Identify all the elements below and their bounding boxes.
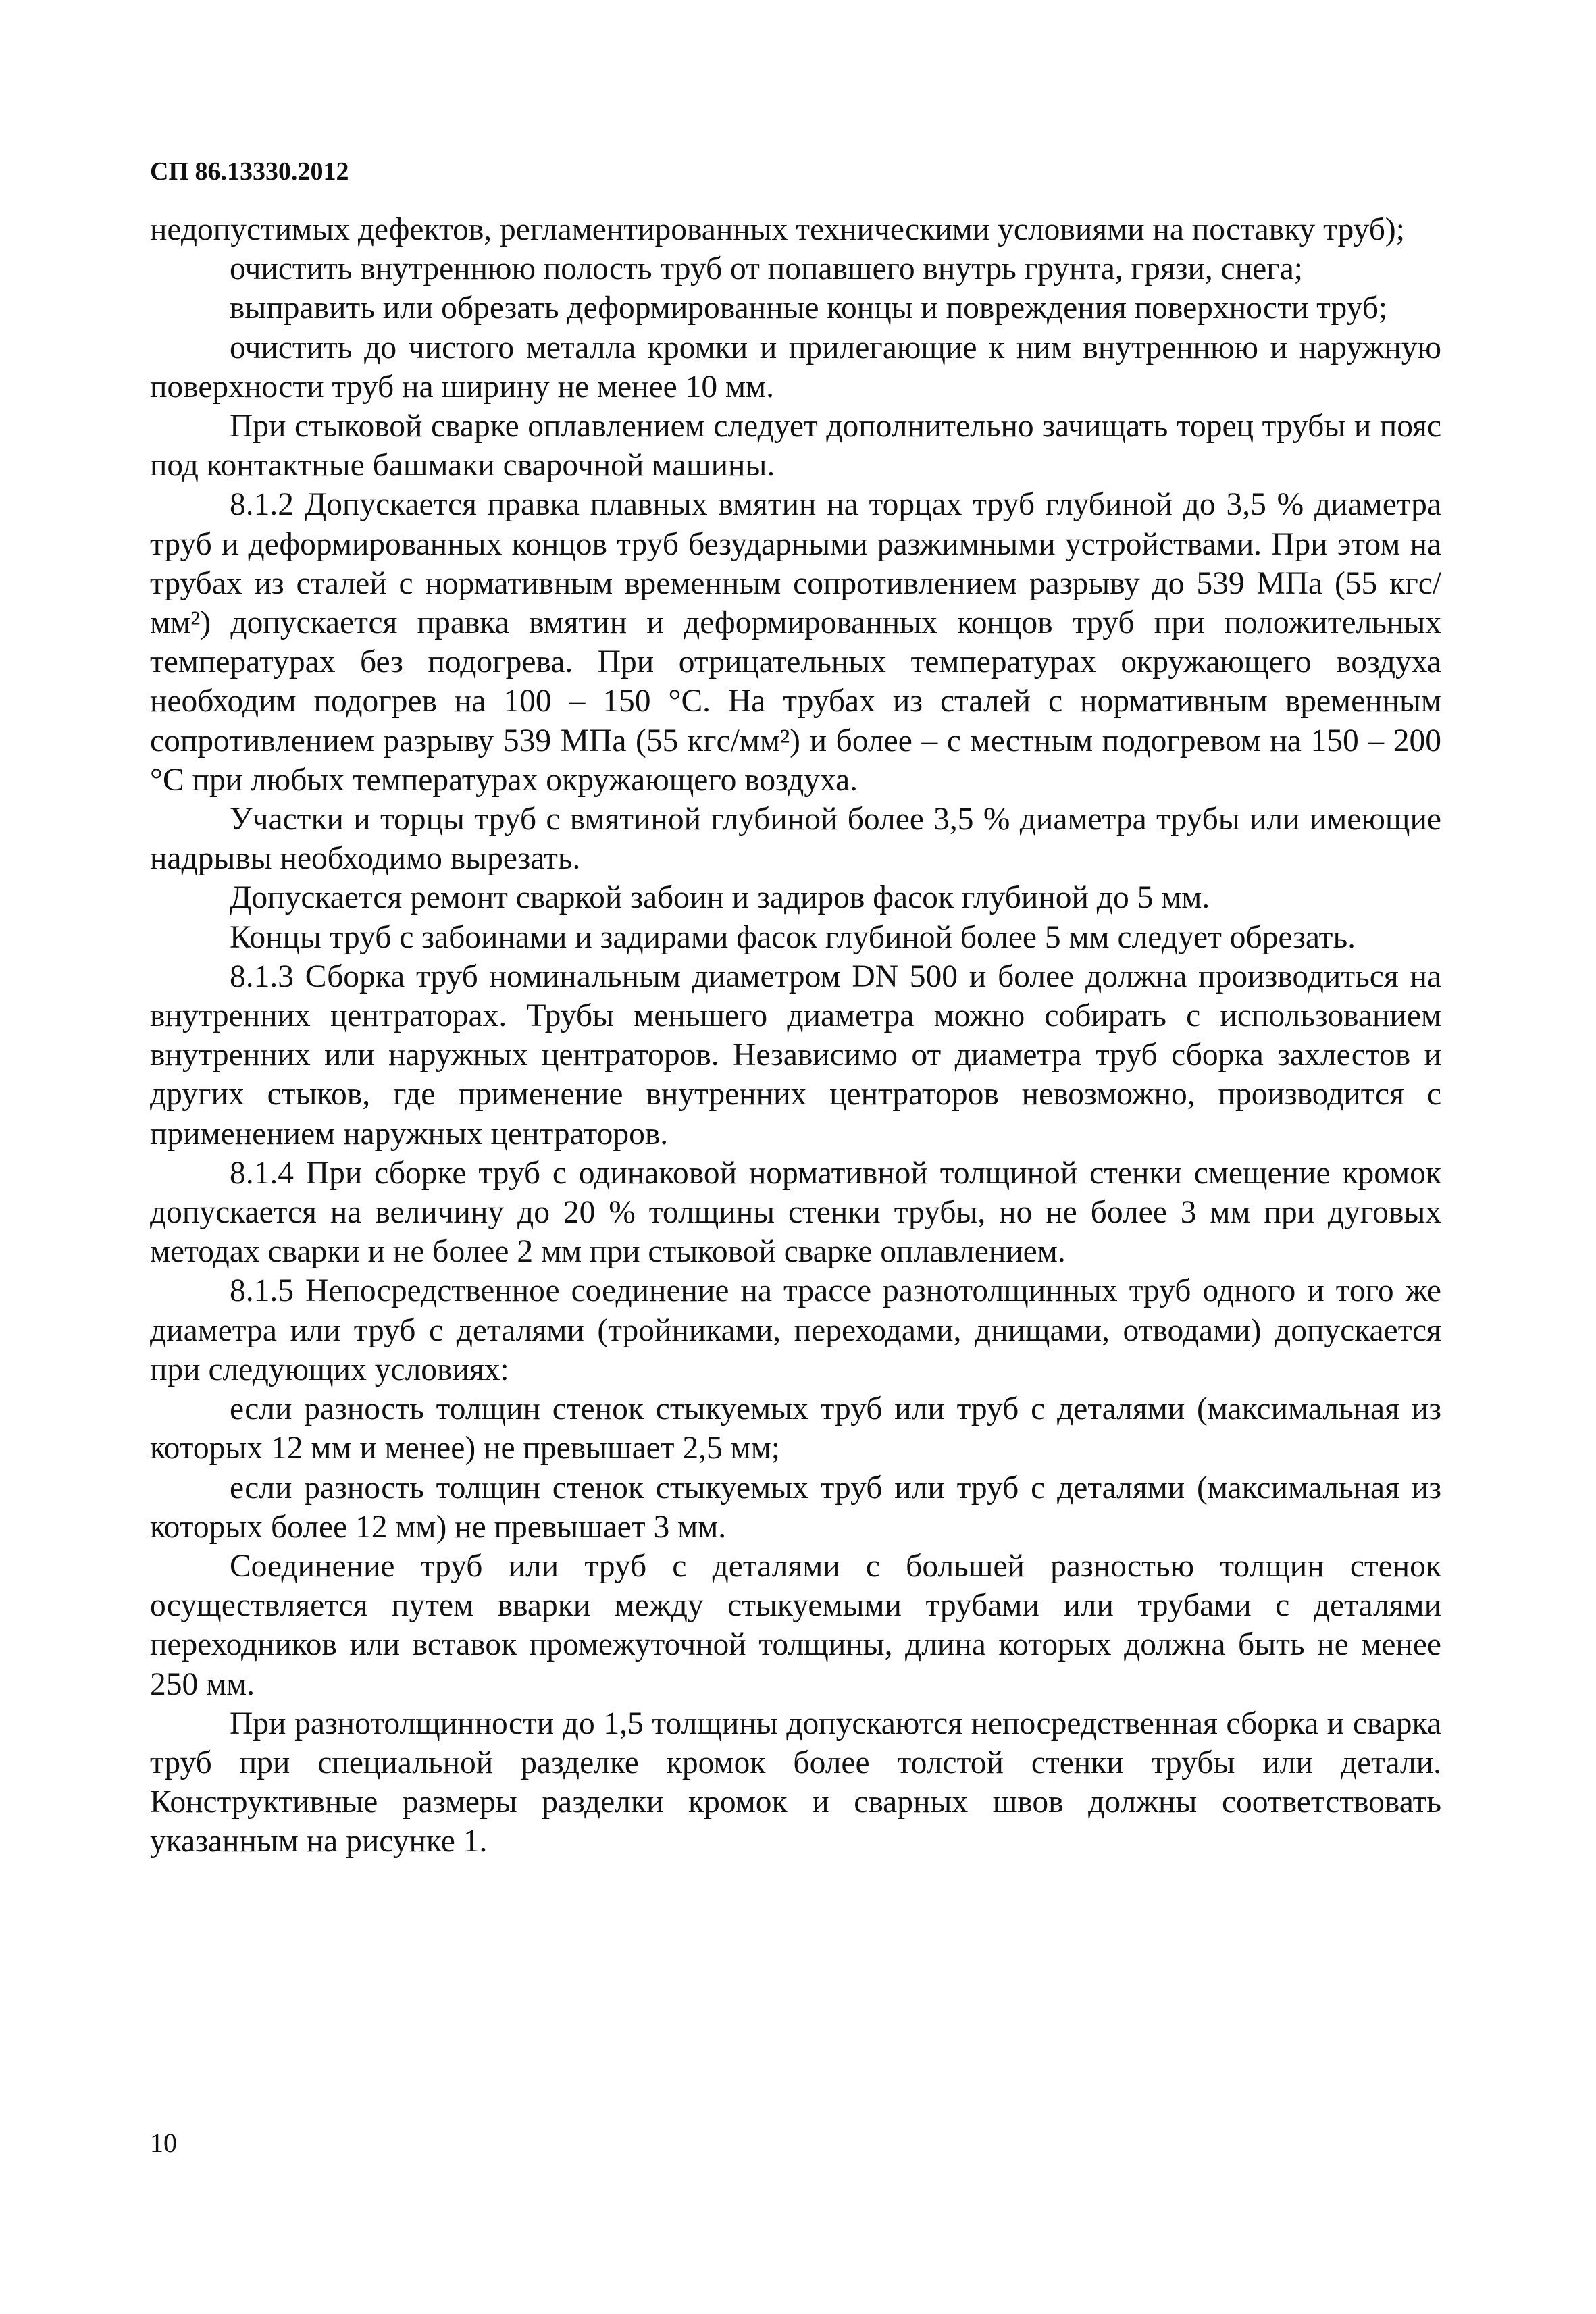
paragraph-flash-butt-welding: При стыковой сварке оплавлением следует дополнительно зачищать торец трубы и пояс под контактные башмаки сварочной машины. bbox=[150, 409, 1441, 484]
paragraph-condition-12mm-or-less: если разность толщин стенок стыкуемых труб или труб с деталями (максимальная из которых 12 мм и менее) не превышает 2,5 мм; bbox=[150, 1391, 1441, 1466]
paragraph-8-1-4: 8.1.4 При сборке труб с одинаковой нормативной толщиной стенки смещение кромок допускается на величину до 20 % толщины стенки трубы, но не более 3 мм при дуговых методах сварки и не более 2 мм при стыковой сварке оплавлением. bbox=[150, 1155, 1441, 1270]
paragraph-thickness-difference-1-5: При разнотолщинности до 1,5 толщины допускаются непосредственная сборка и сварка труб при специальной разделке кромок более толстой стенки трубы или детали. Конструктивные размеры разделки кромок и сварных швов должны соответствовать указанным на рисунке 1. bbox=[150, 1705, 1441, 1859]
paragraph-straighten-ends: выправить или обрезать деформированные концы и повреждения поверхности труб; bbox=[230, 290, 1388, 326]
paragraph-8-1-3: 8.1.3 Сборка труб номинальным диаметром DN 500 и более должна производиться на внутренних центраторах. Трубы меньшего диаметра можно собирать с использованием внутренних или наружных центраторов. Независимо от диаметра труб сборка захлестов и других стыков, где применение внутренних центраторов невозможно, производится с применением наружных центраторов. bbox=[150, 958, 1441, 1152]
paragraph-clean-edges: очистить до чистого металла кромки и прилегающие к ним внутреннюю и наружную поверхности труб на ширину не менее 10 мм. bbox=[150, 330, 1441, 405]
paragraph-repair-nicks: Допускается ремонт сваркой забоин и задиров фасок глубиной до 5 мм. bbox=[230, 880, 1210, 916]
paragraph-cut-dented-sections: Участки и торцы труб с вмятиной глубиной более 3,5 % диаметра трубы или имеющие надрывы необходимо вырезать. bbox=[150, 802, 1441, 877]
paragraph-cut-ends: Концы труб с забоинами и задирами фасок глубиной более 5 мм следует обрезать. bbox=[230, 919, 1356, 955]
document-code-header: СП 86.13330.2012 bbox=[150, 157, 349, 186]
paragraph-8-1-2: 8.1.2 Допускается правка плавных вмятин на торцах труб глубиной до 3,5 % диаметра труб и деформированных концов труб безударными разжимными устройствами. При этом на трубах из сталей с нормативным временным сопротивлением разрыву до 539 МПа (55 кгс/мм²) допускается правка вмятин и деформированных концов труб при положительных температурах без подогрева. При отрицательных температурах окружающего воздуха необходим подогрев на 100 – 150 °С. На трубах из сталей с нормативным временным сопротивлением разрыву 539 МПа (55 кгс/мм²) и более – с местным подогревом на 150 – 200 °С при любых температурах окружающего воздуха. bbox=[150, 487, 1441, 798]
page-number: 10 bbox=[150, 2128, 177, 2158]
paragraph-adapter-insertion: Соединение труб или труб с деталями с большей разностью толщин стенок осуществляется путем вварки между стыкуемыми трубами или трубами с деталями переходников или вставок промежуточной толщины, длина которых должна быть не менее 250 мм. bbox=[150, 1548, 1441, 1702]
paragraph-clean-inner-cavity: очистить внутреннюю полость труб от попавшего внутрь грунта, грязи, снега; bbox=[230, 251, 1304, 287]
paragraph-condition-over-12mm: если разность толщин стенок стыкуемых труб или труб с деталями (максимальная из которых более 12 мм) не превышает 3 мм. bbox=[150, 1470, 1441, 1545]
paragraph-8-1-5: 8.1.5 Непосредственное соединение на трассе разнотолщинных труб одного и того же диаметра или труб с деталями (тройниками, переходами, днищами, отводами) допускается при следующих условиях: bbox=[150, 1273, 1441, 1387]
paragraph-defects-continuation: недопустимых дефектов, регламентированных техническими условиями на поставку труб); bbox=[150, 212, 1405, 247]
body-text bbox=[150, 210, 1441, 1861]
